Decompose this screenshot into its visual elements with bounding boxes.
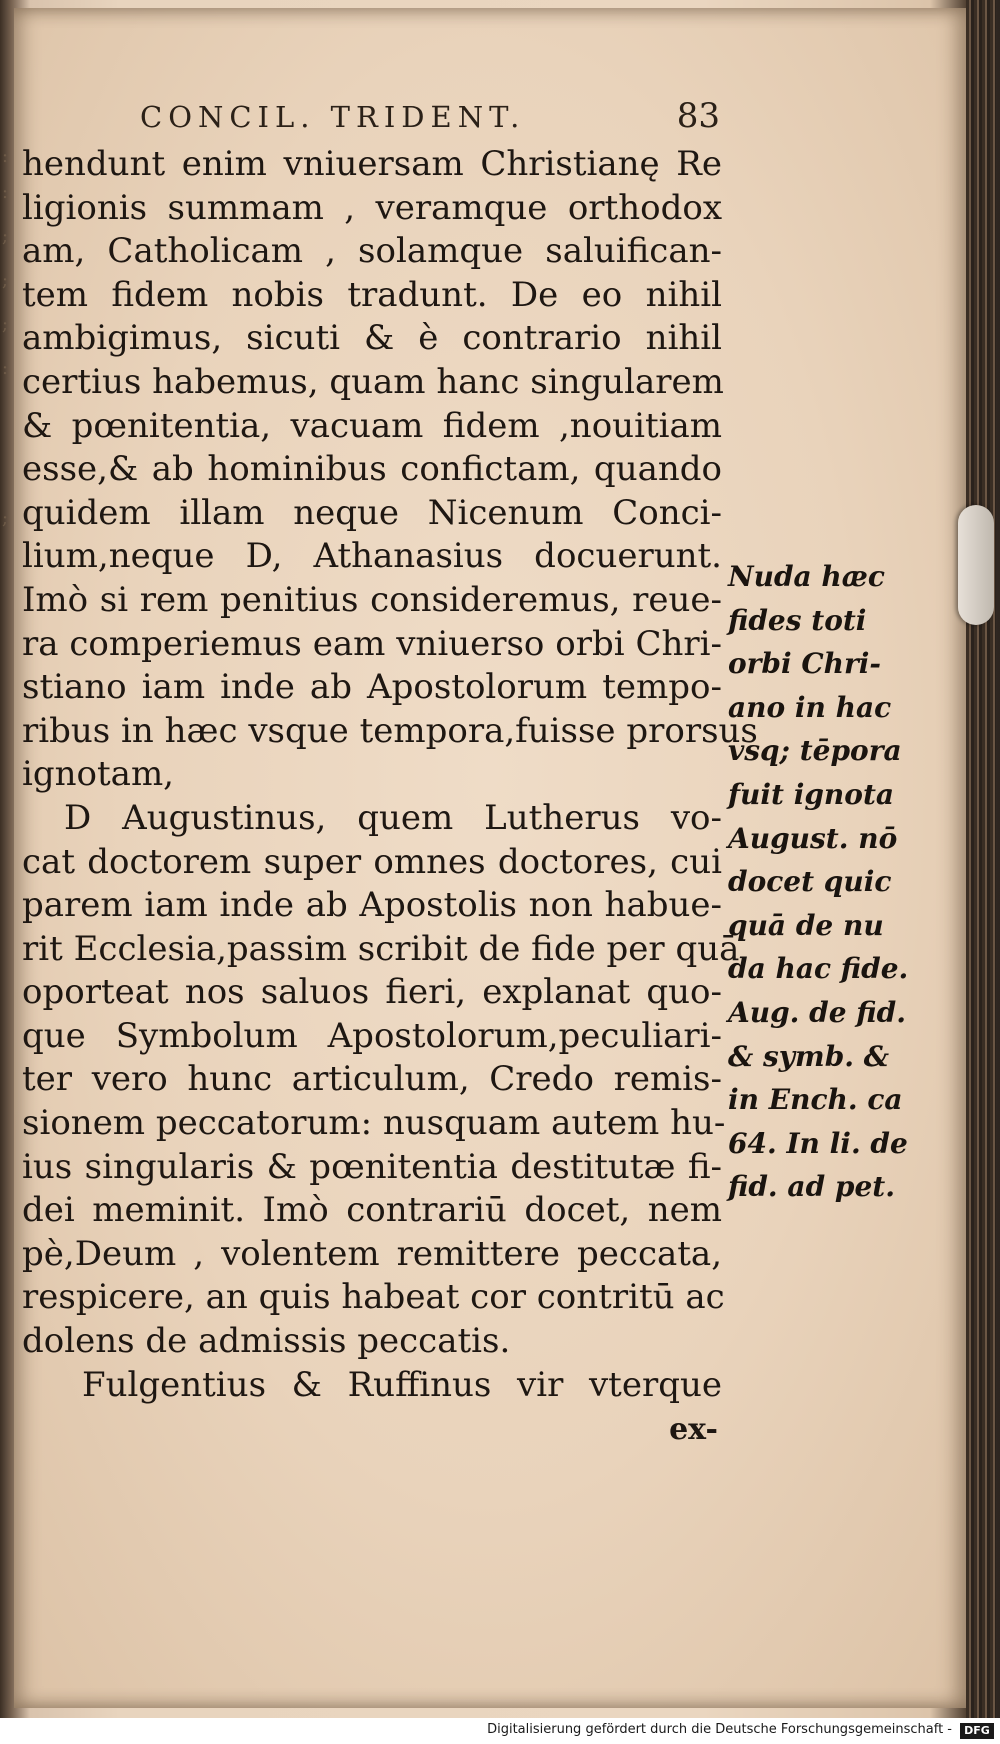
margin-note-line: Aug. de fid. (728, 995, 906, 1029)
text-line: cat doctorem super omnes doctores, cui (22, 841, 722, 882)
gutter-mark: ; (2, 226, 9, 247)
gutter-mark: : (2, 358, 9, 379)
margin-note-line: orbi Chri- (728, 647, 882, 681)
text-line: ra comperiemus eam vniuerso orbi Chri- (22, 623, 722, 664)
dfg-logo: DFG (960, 1723, 994, 1739)
gutter-mark: ; (2, 508, 9, 529)
margin-note-line: quā de nu (728, 908, 884, 942)
text-line: ignotam, (22, 754, 174, 795)
marginal-notes (728, 555, 909, 1209)
text-line: dei meminit. Imò contrariū docet, nem (22, 1190, 722, 1231)
main-text (22, 143, 758, 1451)
gutter-mark: ; (2, 314, 9, 335)
margin-note-line: vsq; tēpora (728, 734, 902, 768)
text-line: am, Catholicam , solamque saluifican- (22, 231, 722, 272)
text-line: tem fidem nobis tradunt. De eo nihil (22, 274, 722, 315)
text-line: ligionis summam , veramque orthodox (22, 187, 722, 228)
digitization-footer (0, 1718, 1000, 1744)
gutter-mark: : (2, 182, 9, 203)
text-line: ter vero hunc articulum, Credo remis- (22, 1059, 722, 1100)
margin-note-line: August. nō (728, 821, 898, 855)
text-line: oporteat nos saluos fieri, explanat quo- (22, 972, 722, 1013)
text-line: respicere, an quis habeat cor contritū ac (22, 1277, 725, 1318)
text-line: que Symbolum Apostolorum,peculiari- (22, 1015, 722, 1056)
text-line: stiano iam inde ab Apostolorum tempo- (22, 667, 722, 708)
text-line: rit Ecclesia,passim scribit de fide per quā (22, 928, 740, 969)
text-line: dolens de admissis peccatis. (22, 1321, 511, 1362)
text-line: Fulgentius & Ruffinus vir vterque (82, 1364, 722, 1405)
page-header (140, 98, 760, 138)
text-line: ius singularis & pœnitentia destitutæ fi- (22, 1146, 722, 1187)
text-line: Imò si rem penitius consideremus, reue- (22, 579, 722, 620)
text-line: lium,neque D, Athanasius docuerunt. (22, 536, 722, 577)
text-line: ribus in hæc vsque tempora,fuisse prorsus (22, 710, 758, 751)
catchword-line (22, 1407, 722, 1451)
page-number: 83 (676, 96, 720, 136)
margin-note-line: fides toti (728, 603, 867, 637)
text-line: quidem illam neque Nicenum Conci- (22, 492, 722, 533)
text-line: parem iam inde ab Apostolis non habue- (22, 885, 722, 926)
text-line: & pœnitentia, vacuam fidem ,nouitiam (22, 405, 722, 446)
text-line: esse,& ab hominibus confictam, quando (22, 449, 722, 490)
margin-note-line: da hac fide. (728, 952, 909, 986)
gutter-mark: : (2, 146, 9, 167)
margin-note-line: docet quic (728, 865, 892, 899)
margin-note-line: ano in hac (728, 690, 892, 724)
text-line: certius habemus, quam hanc singularem (22, 361, 724, 402)
margin-note-line: fid. ad pet. (728, 1170, 895, 1204)
margin-note-line: 64. In li. de (728, 1126, 908, 1160)
text-line: sionem peccatorum: nusquam autem hu- (22, 1103, 726, 1144)
text-line: ambigimus, sicuti & è contrario nihil (22, 318, 722, 359)
margin-note-line: & symb. & (728, 1039, 890, 1073)
running-head: CONCIL. TRIDENT. (140, 100, 526, 134)
margin-note-line: fuit ignota (728, 777, 895, 811)
page-tab-marker (958, 505, 994, 625)
gutter-mark: ; (2, 270, 9, 291)
book-fore-edge (966, 0, 996, 1744)
text-line: pè,Deum , volentem remittere peccata, (22, 1233, 722, 1274)
funding-credit: Digitalisierung gefördert durch die Deutsche Forschungsgemeinschaft - (487, 1722, 952, 1737)
text-line: hendunt enim vniuersam Christianę Re (22, 144, 722, 184)
text-line: D Augustinus, quem Lutherus vo- (64, 797, 722, 838)
margin-note-line: in Ench. ca (728, 1083, 903, 1117)
catchword: ex- (669, 1412, 718, 1448)
margin-note-line: Nuda hæc (728, 560, 885, 593)
